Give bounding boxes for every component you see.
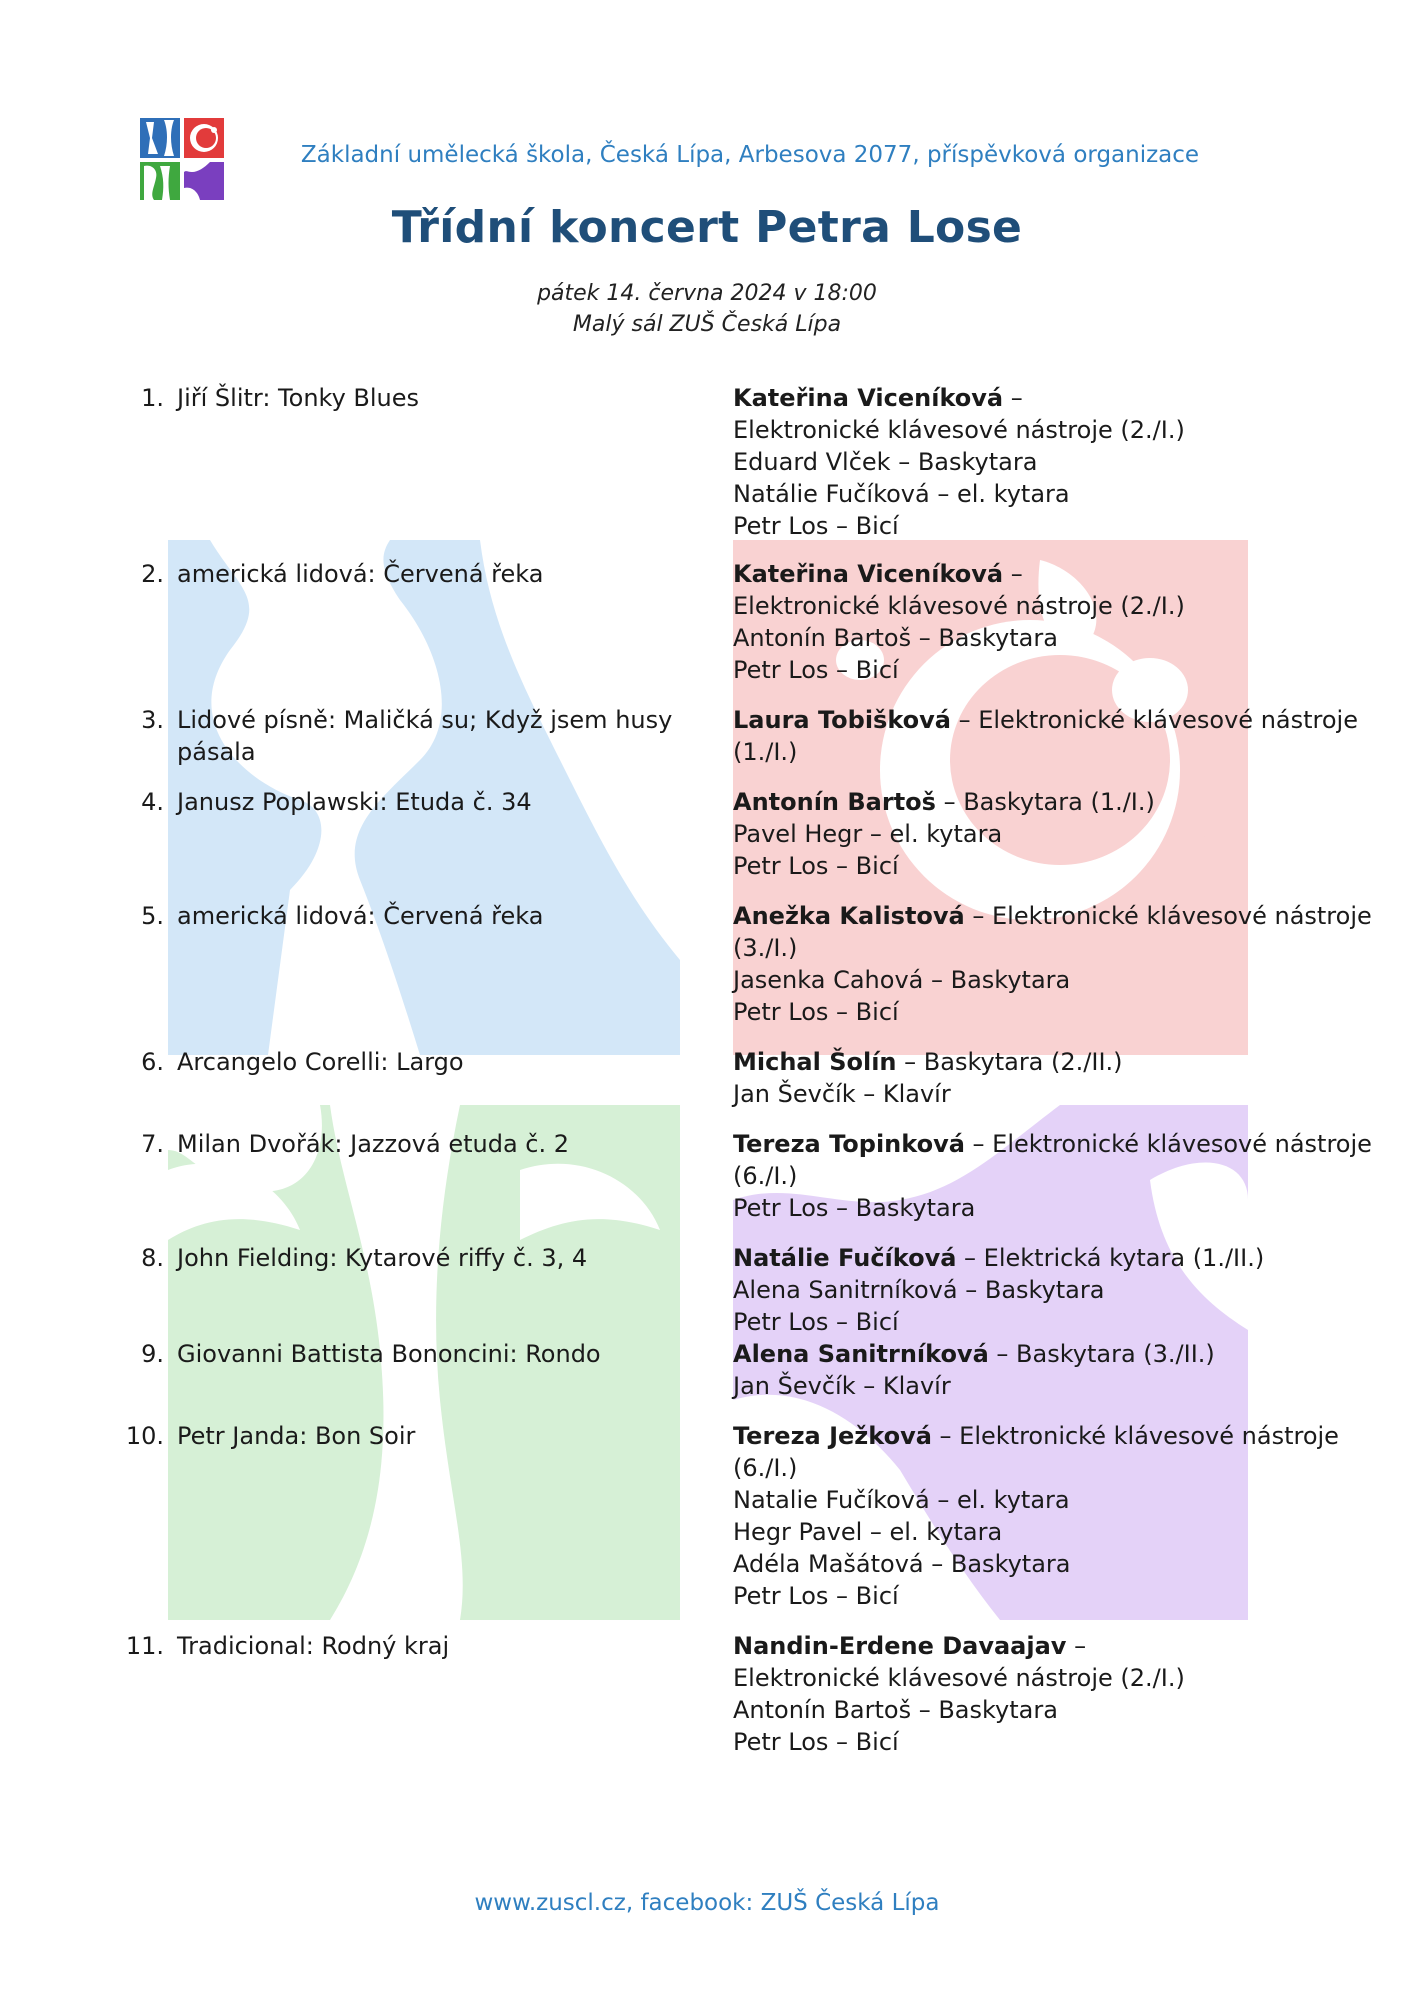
performer-detail: Adéla Mašátová – Baskytara: [733, 1550, 1071, 1578]
program-item-piece: Jiří Šlitr: Tonky Blues: [177, 384, 420, 412]
program-item-performers: [733, 1420, 1373, 1612]
performer-line: [733, 1548, 1373, 1580]
performer-name: Nandin-Erdene Davaajav: [733, 1632, 1067, 1660]
program-item-performers: [733, 1242, 1373, 1338]
performer-line: [733, 1192, 1373, 1224]
performer-detail: Petr Los – Bicí: [733, 852, 899, 880]
performer-detail: Petr Los – Bicí: [733, 512, 899, 540]
performer-detail: –: [1003, 384, 1023, 412]
performer-detail: Petr Los – Bicí: [733, 656, 899, 684]
program-item-performers: [733, 900, 1373, 1028]
program-item-number: 4.: [141, 788, 164, 816]
event-date-time: pátek 14. června 2024 v 18:00: [537, 281, 877, 306]
program-item-number: 5.: [141, 902, 164, 930]
program-item-piece: Milan Dvořák: Jazzová etuda č. 2: [177, 1130, 570, 1158]
performer-line: [733, 1484, 1373, 1516]
program-item-number: 9.: [141, 1340, 164, 1368]
performer-line: [733, 1078, 1373, 1110]
performer-detail: Eduard Vlček – Baskytara: [733, 448, 1038, 476]
performer-detail: Jan Ševčík – Klavír: [733, 1080, 951, 1108]
program-item-number: 3.: [141, 706, 164, 734]
performer-detail: – Elektronické klávesové nástroje (3./I.): [733, 902, 1372, 962]
program-item-number: 1.: [141, 384, 164, 412]
performer-detail: Jan Ševčík – Klavír: [733, 1372, 951, 1400]
performer-line: [733, 964, 1373, 996]
performer-detail: Petr Los – Bicí: [733, 1582, 899, 1610]
performer-line: [733, 704, 1373, 768]
performer-detail: Antonín Bartoš – Baskytara: [733, 1696, 1058, 1724]
performer-line: [733, 478, 1373, 510]
performer-name: Natálie Fučíková: [733, 1244, 957, 1272]
performer-name: Kateřina Viceníková: [733, 560, 1004, 588]
performer-line: [733, 1420, 1373, 1484]
performer-line: [733, 786, 1373, 818]
performer-detail: –: [1066, 1632, 1087, 1660]
program-item-number: 7.: [141, 1130, 164, 1158]
performer-line: [733, 558, 1373, 590]
performer-detail: Hegr Pavel – el. kytara: [733, 1518, 1003, 1546]
performer-line: [733, 1338, 1373, 1370]
performer-detail: – Baskytara (3./II.): [988, 1340, 1215, 1368]
performer-line: [733, 850, 1373, 882]
performer-detail: Petr Los – Bicí: [733, 1308, 899, 1336]
performer-line: [733, 622, 1373, 654]
performer-detail: Elektronické klávesové nástroje (2./I.): [733, 416, 1185, 444]
performer-detail: Natálie Fučíková – el. kytara: [733, 480, 1070, 508]
program-item-piece: americká lidová: Červená řeka: [177, 902, 544, 930]
performer-detail: Alena Sanitrníková – Baskytara: [733, 1276, 1105, 1304]
performer-line: [733, 1306, 1373, 1338]
performer-line: [733, 1370, 1373, 1402]
performer-line: [733, 1242, 1373, 1274]
program-item-performers: [733, 786, 1373, 882]
performer-line: [733, 1662, 1373, 1694]
program-item-performers: [733, 704, 1373, 768]
performer-detail: – Elektronické klávesové nástroje (6./I.): [733, 1130, 1372, 1190]
program-item-performers: [733, 1338, 1373, 1402]
program-item-piece: Lidové písně: Maličká su; Když jsem husy pásala: [177, 706, 673, 766]
program-item-piece: Giovanni Battista Bononcini: Rondo: [177, 1340, 601, 1368]
performer-line: [733, 510, 1373, 542]
performer-line: [733, 1274, 1373, 1306]
program-item-piece: Petr Janda: Bon Soir: [177, 1422, 416, 1450]
program-item-piece: americká lidová: Červená řeka: [177, 560, 544, 588]
performer-line: [733, 900, 1373, 964]
performer-detail: Natalie Fučíková – el. kytara: [733, 1486, 1070, 1514]
performer-detail: Pavel Hegr – el. kytara: [733, 820, 1003, 848]
performer-name: Alena Sanitrníková: [733, 1340, 989, 1368]
performer-line: [733, 1128, 1373, 1192]
program-item-performers: [733, 382, 1373, 542]
program-item-number: 8.: [141, 1244, 164, 1272]
program-item-number: 2.: [141, 560, 164, 588]
page-title: Třídní koncert Petra Lose: [391, 202, 1023, 253]
performer-detail: –: [1003, 560, 1023, 588]
performer-detail: – Elektronické klávesové nástroje (1./I.): [733, 706, 1358, 766]
performer-detail: – Baskytara (2./II.): [896, 1048, 1123, 1076]
program-item-performers: [733, 1630, 1373, 1758]
performer-detail: Petr Los – Bicí: [733, 998, 899, 1026]
event-venue: Malý sál ZUŠ Česká Lípa: [572, 312, 842, 337]
program-item-performers: [733, 1128, 1373, 1224]
program-item-number: 11.: [125, 1632, 164, 1660]
performer-name: Laura Tobišková: [733, 706, 951, 734]
performer-line: [733, 1046, 1373, 1078]
program-item-piece: Tradicional: Rodný kraj: [177, 1632, 450, 1660]
performer-line: [733, 1516, 1373, 1548]
performer-name: Kateřina Viceníková: [733, 384, 1004, 412]
performer-line: [733, 1580, 1373, 1612]
performer-line: [733, 996, 1373, 1028]
performer-name: Tereza Topinková: [733, 1130, 965, 1158]
performer-detail: Petr Los – Baskytara: [733, 1194, 976, 1222]
program-item-piece: Arcangelo Corelli: Largo: [177, 1048, 464, 1076]
performer-line: [733, 446, 1373, 478]
program-item-number: 10.: [125, 1422, 164, 1450]
performer-detail: – Baskytara (1./I.): [935, 788, 1155, 816]
performer-line: [733, 1726, 1373, 1758]
performer-line: [733, 414, 1373, 446]
performer-line: [733, 382, 1373, 414]
performer-name: Antonín Bartoš: [733, 788, 936, 816]
performer-line: [733, 654, 1373, 686]
performer-line: [733, 818, 1373, 850]
program-item-number: 6.: [141, 1048, 164, 1076]
footer-links: www.zuscl.cz, facebook: ZUŠ Česká Lípa: [474, 1890, 940, 1916]
performer-detail: Jasenka Cahová – Baskytara: [733, 966, 1071, 994]
performer-detail: – Elektrická kytara (1./II.): [956, 1244, 1265, 1272]
performer-line: [733, 1694, 1373, 1726]
program-item-performers: [733, 558, 1373, 686]
program-item-piece: Janusz Poplawski: Etuda č. 34: [177, 788, 532, 816]
performer-name: Anežka Kalistová: [733, 902, 965, 930]
program-item-performers: [733, 1046, 1373, 1110]
performer-name: Michal Šolín: [733, 1048, 897, 1076]
performer-detail: Elektronické klávesové nástroje (2./I.): [733, 592, 1185, 620]
performer-detail: Antonín Bartoš – Baskytara: [733, 624, 1058, 652]
performer-line: [733, 590, 1373, 622]
performer-detail: Petr Los – Bicí: [733, 1728, 899, 1756]
performer-detail: – Elektronické klávesové nástroje (6./I.): [733, 1422, 1339, 1482]
program-item-piece: John Fielding: Kytarové riffy č. 3, 4: [177, 1244, 588, 1272]
performer-name: Tereza Ježková: [733, 1422, 932, 1450]
performer-detail: Elektronické klávesové nástroje (2./I.): [733, 1664, 1185, 1692]
organization-name: Základní umělecká škola, Česká Lípa, Arbesova 2077, příspěvková organizace: [300, 142, 1200, 168]
performer-line: [733, 1630, 1373, 1662]
